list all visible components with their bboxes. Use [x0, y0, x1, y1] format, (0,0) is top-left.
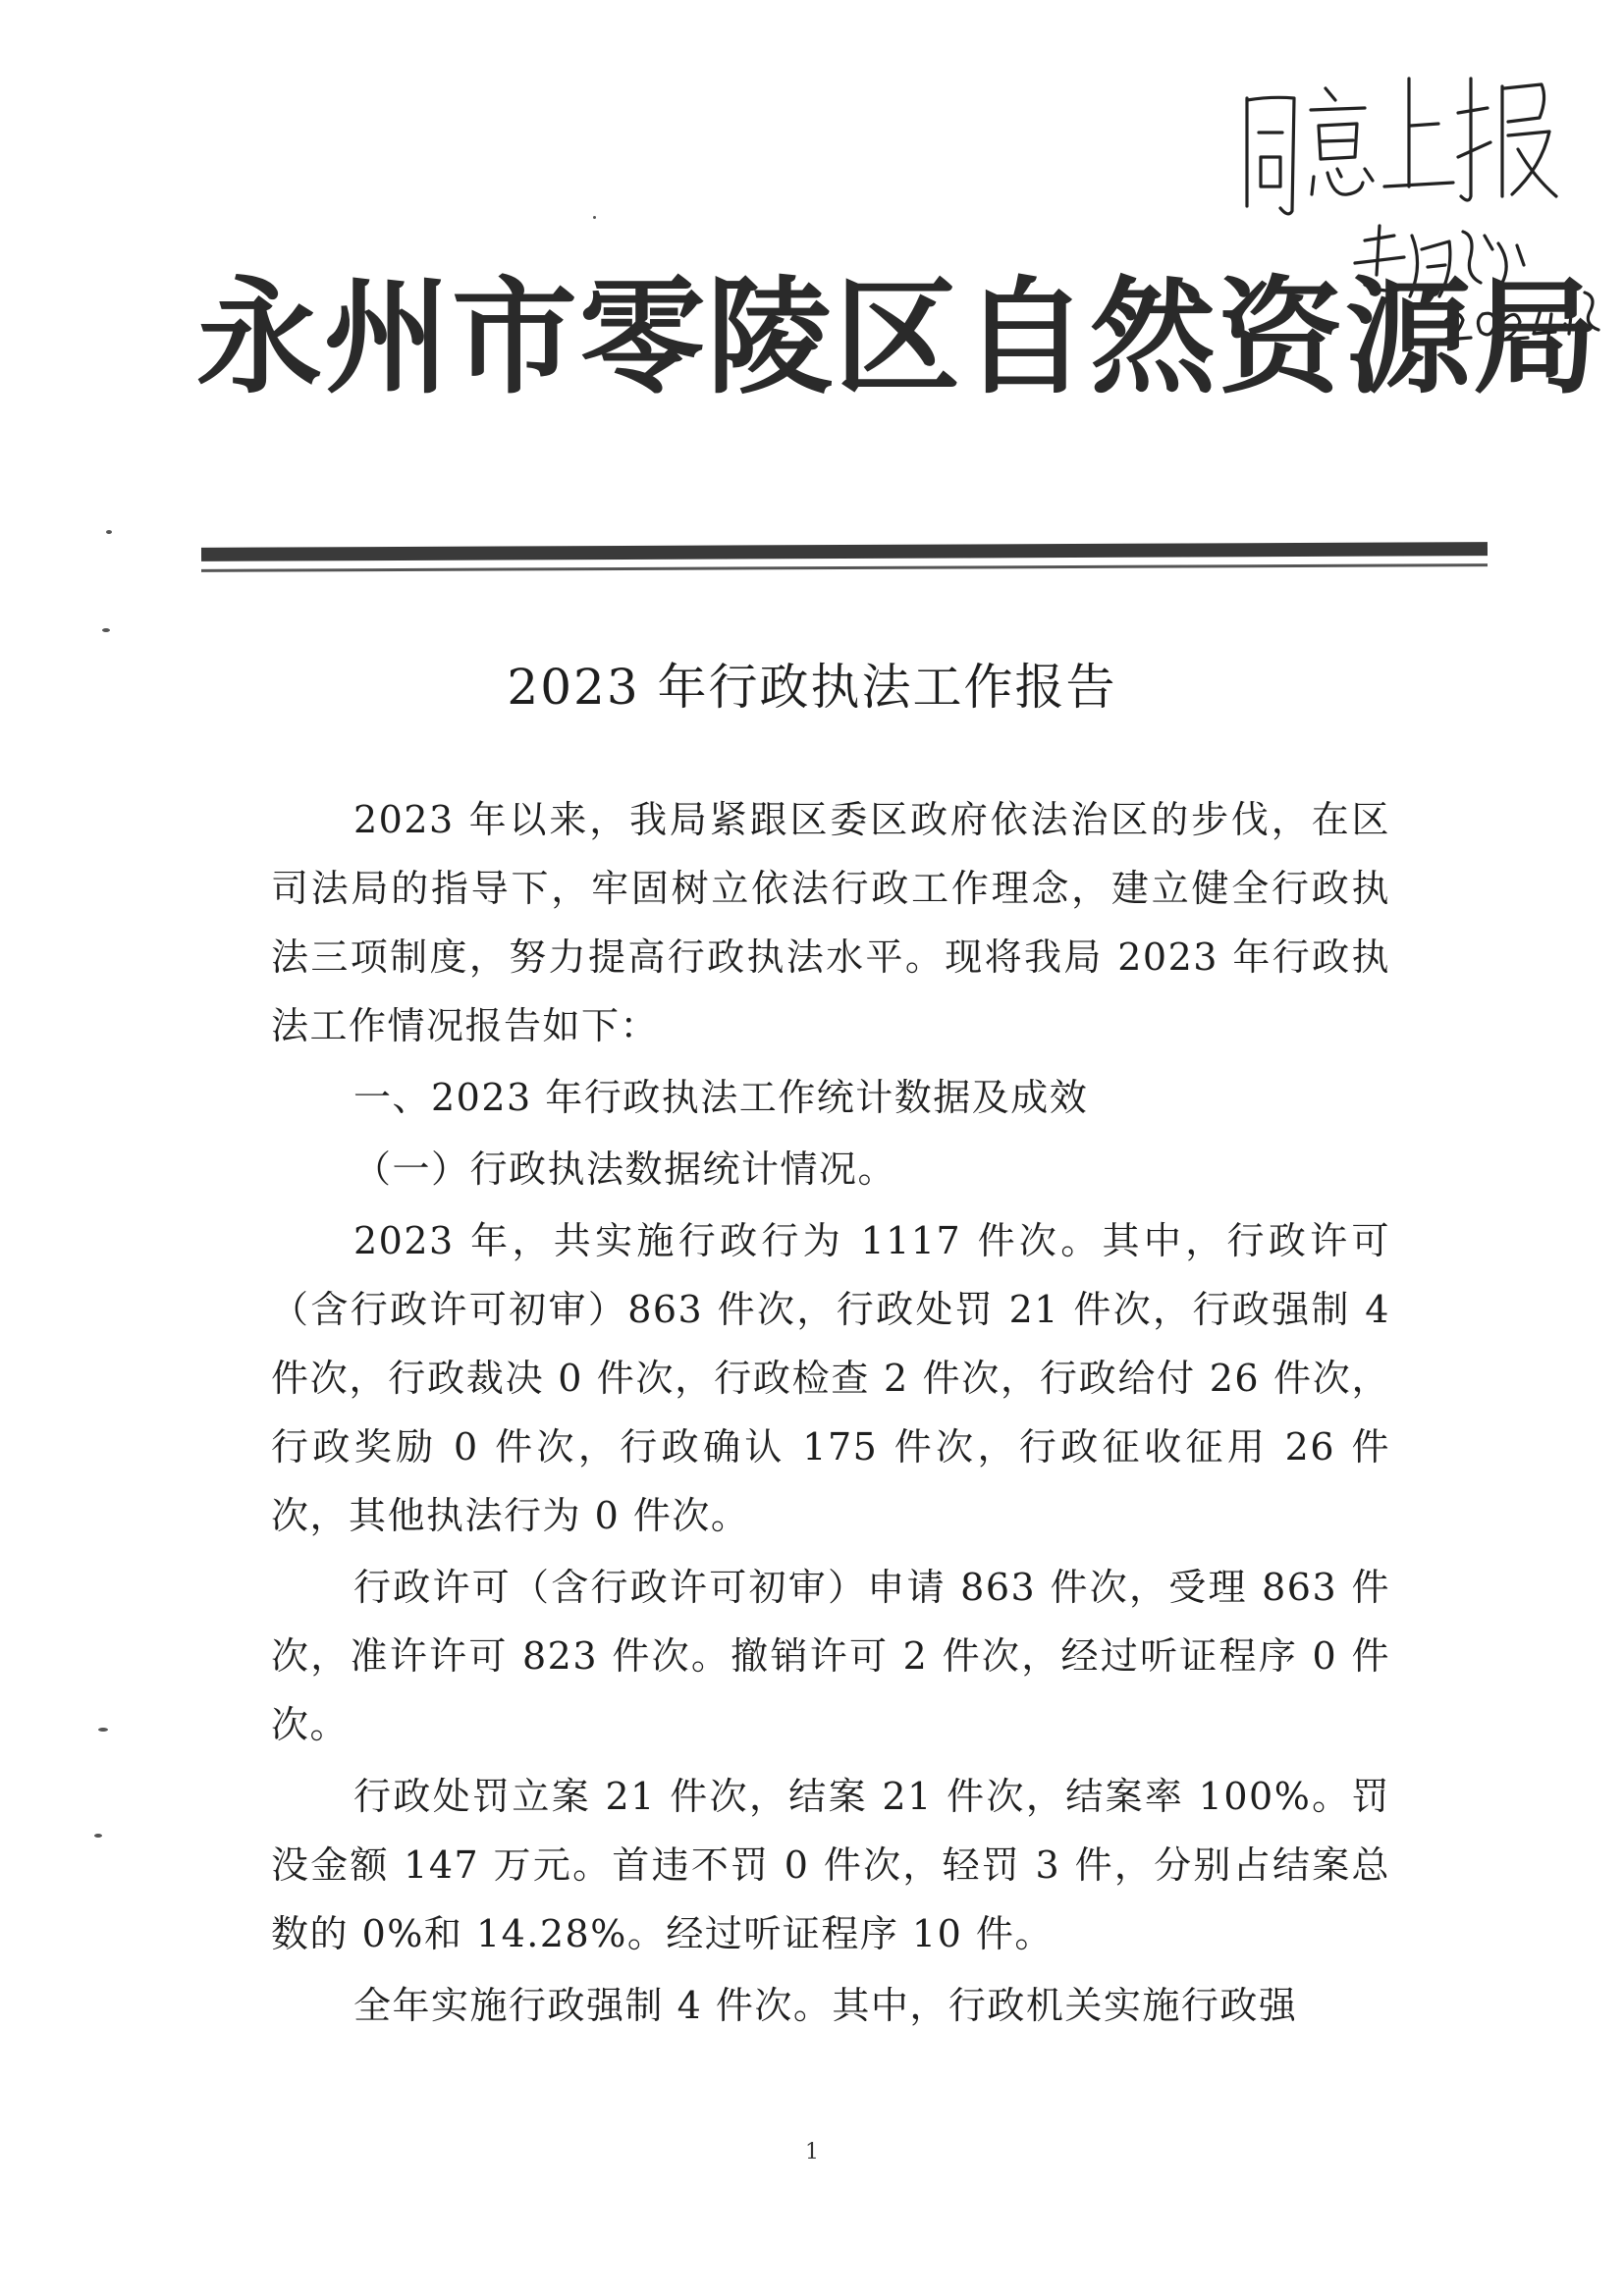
letterhead-rule [201, 542, 1488, 561]
section-heading: 一、2023 年行政执法工作统计数据及成效 [353, 1076, 1089, 1119]
document-body [271, 785, 1390, 2043]
scan-speck [106, 530, 112, 534]
scan-speck [593, 216, 596, 219]
body-paragraph: 2023 年，共实施行政行为 1117 件次。其中，行政许可（含行政许可初审）863 件次，行政处罚 21 件次，行政强制 4 件次，行政裁决 0 件次，行政检查 2 件次，行政给付 26 件次，行政奖励 0 件次，行政确认 175 件次，行政征收征用 26 件次，其他执法行为 0 件次。 [271, 1219, 1390, 1537]
scan-speck [98, 1728, 108, 1732]
body-paragraph: 行政处罚立案 21 件次，结案 21 件次，结案率 100%。罚没金额 147 万元。首违不罚 0 件次，轻罚 3 件，分别占结案总数的 0%和 14.28%。经过听证程序 10 件。 [271, 1775, 1390, 1955]
body-paragraph: 行政许可（含行政许可初审）申请 863 件次，受理 863 件次，准许许可 823 件次。撤销许可 2 件次，经过听证程序 0 件次。 [271, 1566, 1390, 1746]
page-number: 1 [805, 2140, 819, 2164]
body-paragraph: 2023 年以来，我局紧跟区委区政府依法治区的步伐，在区司法局的指导下，牢固树立依法行政工作理念，建立健全行政执法三项制度，努力提高行政执法水平。现将我局 2023 年行政执法工作情况报告如下： [271, 798, 1390, 1047]
document-title: 2023 年行政执法工作报告 [507, 659, 1117, 716]
scan-speck [102, 628, 110, 632]
body-paragraph: 全年实施行政强制 4 件次。其中，行政机关实施行政强 [353, 1984, 1298, 2027]
scan-speck [94, 1834, 102, 1838]
letterhead-rule-thin [201, 563, 1488, 572]
letterhead-issuer: 永州市零陵区自然资源局 [196, 265, 1601, 411]
subsection-heading: （一）行政执法数据统计情况。 [353, 1148, 897, 1191]
